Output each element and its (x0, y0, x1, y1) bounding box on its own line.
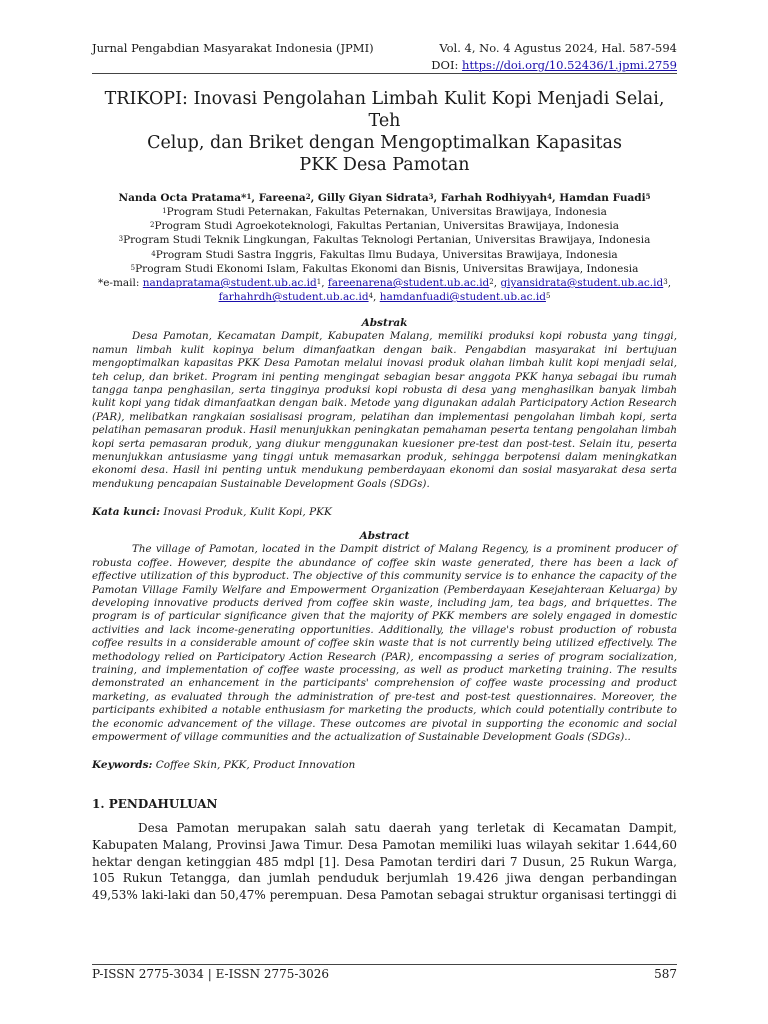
email-sup: 5 (545, 292, 551, 301)
doi-row (92, 57, 677, 74)
affiliation-sup: 1 (162, 207, 167, 215)
affiliation-text: Program Studi Agroekoteknologi, Fakultas Pertanian, Universitas Brawijaya, Indonesia (154, 220, 619, 233)
author-name: Fareena (258, 192, 306, 204)
affiliation-text: Program Studi Peternakan, Fakultas Peternakan, Universitas Brawijaya, Indonesia (166, 206, 607, 218)
kata-kunci-label: Kata kunci: (92, 506, 161, 519)
title-line: Celup, dan Briket dengan Mengoptimalkan Kapasitas (147, 133, 622, 153)
affiliation-text: Program Studi Teknik Lingkungan, Fakultas Teknologi Pertanian, Universitas Brawijaya, Indonesia (123, 234, 651, 247)
email-sup: 1 (316, 278, 322, 287)
doi-link[interactable]: https://doi.org/10.52436/1.jpmi.2759 (462, 58, 677, 72)
volume-info: Vol. 4, No. 4 Agustus 2024, Hal. 587-594 (439, 41, 677, 55)
author-name: Nanda Octa Pratama* (118, 192, 247, 204)
affiliation-sup: 4 (151, 249, 156, 258)
email-link[interactable]: nandapratama@student.ub.ac.id (142, 277, 317, 290)
affiliation (92, 248, 677, 262)
author-sup: 3 (428, 192, 434, 201)
author-name: Farhah Rodhiyyah (440, 192, 548, 204)
title-line: PKK Desa Pamotan (299, 155, 470, 175)
journal-page (92, 40, 677, 990)
page-footer (92, 964, 677, 982)
section-heading: 1. PENDAHULUAN (92, 797, 218, 812)
email-label: *e-mail: (97, 277, 143, 290)
kata-kunci (92, 505, 677, 519)
affiliation (92, 262, 677, 276)
affiliation (92, 233, 677, 247)
abstract-body: The village of Pamotan, located in the Dampit district of Malang Regency, is a prominent producer of robusta coffee. However, despite the abundance of coffee skin waste generated, there has been a lack of effective utilization of this byproduct. The objective of this community service is to enhance the capacity of the Pamotan Village Family Welfare and Empowerment Organization (Pemberdayaan Kesejahteraan Keluarga) by developing innovative products derived from coffee skin waste, including jam, tea bags, and briquettes. The program is of particular significance given that the majority of PKK members are solely engaged in domestic activities and lack income-generating opportunities. Additionally, the village's robust production of robusta coffee results in a considerable amount of coffee skin waste that is not currently being utilized effectively. The methodology relied on Participatory Action Research (PAR), encompassing a series of program socialization, training, and implementation of coffee waste processing, as well as product marketing training. The results demonstrated an enhancement in the participants' comprehension of coffee waste processing and product marketing, as evaluated through the administration of pre-test and post-test questionnaires. Moreover, the participants exhibited a notable enthusiasm for marketing the products, which could potentially contribute to the economic advancement of the village. These outcomes are pivotal in supporting the economic and social empowerment of village communities and the actualization of Sustainable Development Goals (SDGs).. (92, 543, 677, 743)
doi-label: DOI: (431, 58, 463, 72)
email-link[interactable]: hamdanfuadi@student.ub.ac.id (379, 291, 546, 304)
email-sup: 2 (489, 278, 494, 287)
email-sup: 3 (663, 278, 668, 287)
author-sup: 5 (645, 192, 651, 201)
abstrak-body: Desa Pamotan, Kecamatan Dampit, Kabupaten Malang, memiliki produksi kopi robusta yang tinggi, namun limbah kulit kopinya belum dimanfaatkan dengan baik. Pengabdian masyarakat ini bertujuan mengoptimalkan kapasitas PKK Desa Pamotan melalui inovasi produk olahan limbah kulit kopi menjadi selai, teh celup, dan briket. Program ini penting mengingat sebagian besar anggota PKK hanya sebagai ibu rumah tangga tanpa penghasilan, serta tingginya produksi kopi robusta di desa yang menghasilkan banyak limbah kulit kopi yang tidak dimanfaatkan dengan baik. Metode yang digunakan adalah Participatory Action Research (PAR), melibatkan rangkaian sosialisasi program, pelatihan dan implementasi pengolahan limbah kopi, serta pelatihan pemasaran produk. Hasil menunjukkan peningkatan pemahaman peserta tentang pengolahan limbah kopi serta pemasaran produk, yang diukur menggunakan kuesioner pre-test dan post-test. Selain itu, peserta menunjukkan antusiasme yang tinggi untuk memasarkan produk, sehingga berpotensi dalam meningkatkan ekonomi desa. Hasil ini penting untuk mendukung pemberdayaan ekonomi dan sosial masyarakat desa serta mendukung pencapaian Sustainable Development Goals (SDGs). (92, 330, 677, 490)
journal-name: Jurnal Pengabdian Masyarakat Indonesia (JPMI) (92, 41, 374, 55)
affiliation (92, 205, 677, 219)
author-sup: 4 (547, 192, 552, 201)
email-link[interactable]: fareenarena@student.ub.ac.id (327, 277, 490, 290)
abstract-heading: Abstract (359, 530, 410, 543)
page-number: 587 (654, 967, 677, 981)
email-list: *e-mail: $nandapratama@student.ub.ac.id^1$, $fareenarena@student.ub.ac.id^2$, $giyansidrata@student.ub.ac.id^3$, $farhahrdh@student.ub.ac.id^4$, $hamdanfuadi@student.ub.ac.id^5$ (97, 277, 672, 304)
keywords-label: Keywords: (92, 759, 153, 772)
paper-title (92, 88, 677, 176)
author-list: Nanda Octa Pratama*$^1$, Fareena$^2$, Gilly Giyan Sidrata$^3$, Farhah Rodhiyyah$^4$, Hamdan Fuadi$^5$ (118, 192, 651, 204)
author-sup: 1 (246, 192, 252, 201)
running-header (92, 40, 677, 56)
affiliation-text: Program Studi Ekonomi Islam, Fakultas Ekonomi dan Bisnis, Universitas Brawijaya, Indonesia (135, 262, 639, 275)
keywords (92, 758, 677, 772)
affiliation-list (92, 205, 677, 276)
author-name: Hamdan Fuadi (559, 192, 646, 204)
affiliation-sup: 3 (118, 235, 124, 244)
affiliation-sup: 5 (130, 263, 136, 272)
author-name: Gilly Giyan Sidrata (317, 192, 429, 204)
email-sup: 4 (368, 292, 374, 301)
affiliation-text: Program Studi Sastra Inggris, Fakultas Ilmu Budaya, Universitas Brawijaya, Indonesia (155, 248, 618, 261)
author-sup: 2 (305, 192, 311, 201)
title-line: TRIKOPI: Inovasi Pengolahan Limbah Kulit Kopi Menjadi Selai, Teh (104, 89, 665, 131)
kata-kunci-text: Inovasi Produk, Kulit Kopi, PKK (160, 506, 332, 519)
email-link[interactable]: giyansidrata@student.ub.ac.id (500, 277, 664, 290)
abstrak-heading: Abstrak (361, 317, 408, 330)
email-link[interactable]: farhahrdh@student.ub.ac.id (218, 291, 369, 304)
section-body: Desa Pamotan merupakan salah satu daerah yang terletak di Kecamatan Dampit, Kabupaten Malang, Provinsi Jawa Timur. Desa Pamotan memiliki luas wilayah sekitar 1.644,60 hektar dengan ketinggian 485 mdpl [1]. Desa Pamotan terdiri dari 7 Dusun, 25 Rukun Warga, 105 Rukun Tetangga, dan jumlah penduduk berjumlah 19.426 jiwa dengan perbandingan 49,53% laki-laki dan 50,47% perempuan. Desa Pamotan sebagai struktur organisasi tertinggi di (92, 821, 677, 902)
issn-info: P-ISSN 2775-3034 | E-ISSN 2775-3026 (92, 967, 330, 981)
affiliation-sup: 2 (149, 221, 155, 230)
keywords-text: Coffee Skin, PKK, Product Innovation (152, 759, 356, 772)
affiliation (92, 219, 677, 233)
